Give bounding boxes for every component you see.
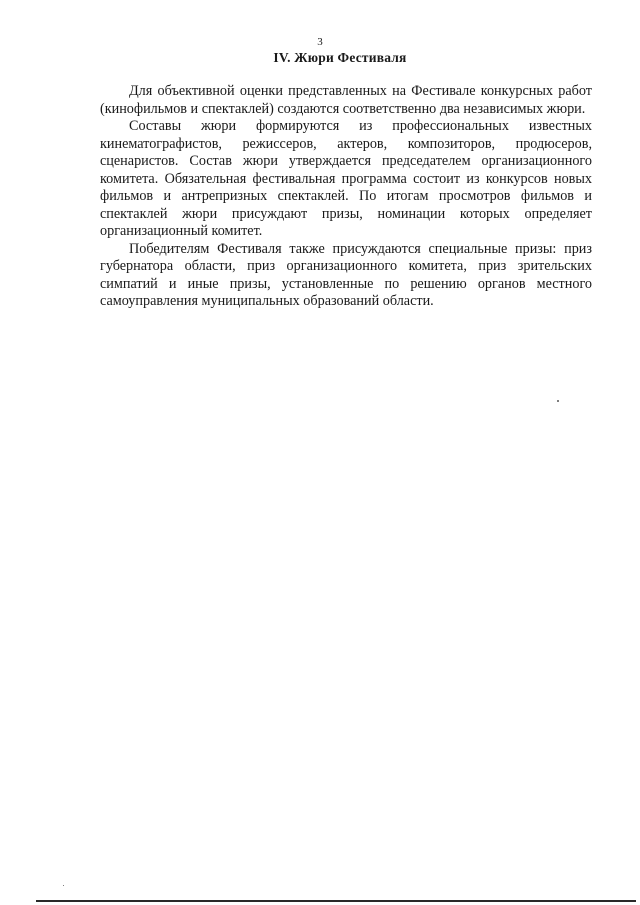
page-number: 3 — [317, 36, 323, 48]
scan-speck — [557, 400, 559, 402]
scan-edge-line — [36, 900, 636, 902]
paragraph-jury-purpose: Для объективной оценки представленных на Фестивале конкурсных работ (кинофильмов и спектаклей) создаются соответственно два независимых жюри. — [100, 83, 592, 117]
scan-speck — [63, 885, 64, 886]
paragraph-special-prizes: Победителям Фестиваля также присуждаются специальные призы: приз губернатора области, приз организационного комитета, приз зрительских симпатий и иные призы, установленные по решению органов местного самоуправления муниципальных образований области. — [100, 240, 592, 309]
document-body — [100, 83, 592, 311]
section-title: IV. Жюри Фестиваля — [273, 50, 407, 65]
paragraph-jury-composition: Составы жюри формируются из профессиональных известных кинематографистов, режиссеров, актеров, композиторов, продюсеров, сценаристов. Состав жюри утверждается председателем организационного комитета. Обязательная фестивальная программа состоит из конкурсов новых фильмов и антрепризных спектаклей. По итогам просмотров фильмов и спектаклей жюри присуждают призы, номинации которых определяет организационный комитет. — [100, 118, 592, 239]
